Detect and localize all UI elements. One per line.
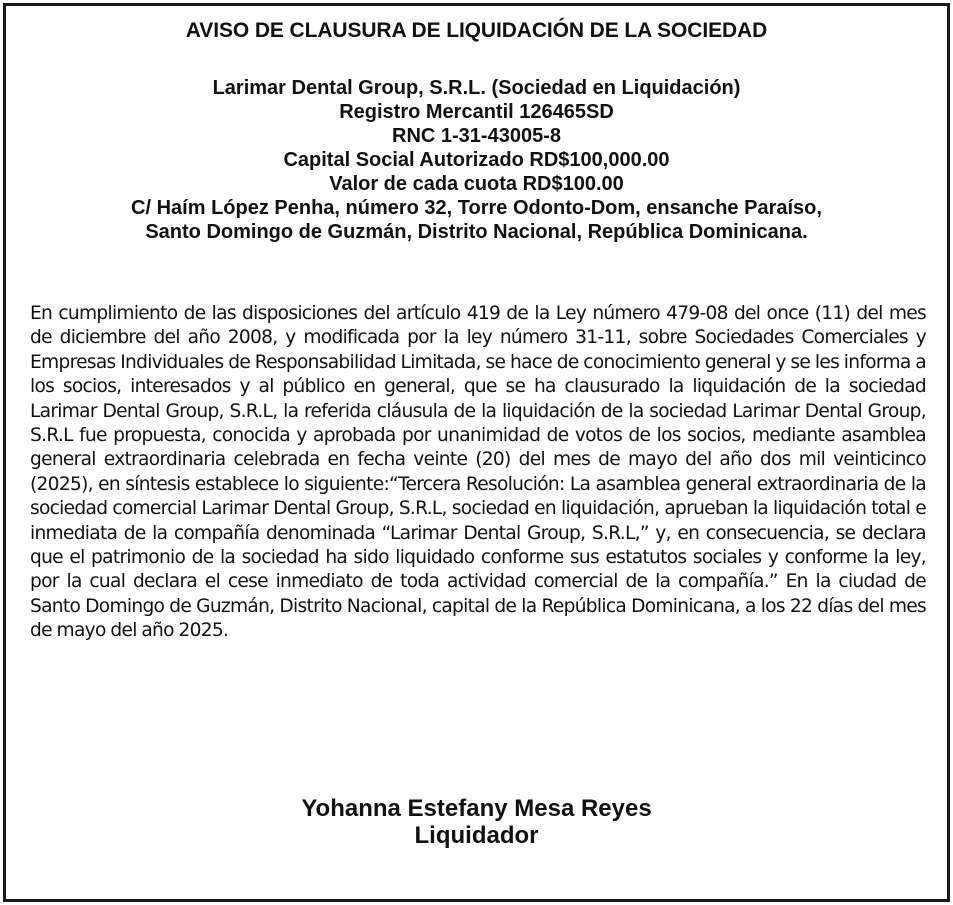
signatory-name: Yohanna Estefany Mesa Reyes [301, 795, 652, 822]
company-address-line-2: Santo Domingo de Guzmán, Distrito Nacional, República Dominicana. [145, 221, 808, 243]
legal-notice-frame [3, 3, 950, 902]
signature-block [6, 795, 947, 849]
company-address-line-1: C/ Haím López Penha, número 32, Torre Odonto-Dom, ensanche Paraíso, [131, 197, 822, 219]
company-name: Larimar Dental Group, S.R.L. (Sociedad en Liquidación) [212, 77, 741, 99]
company-capital: Capital Social Autorizado RD$100,000.00 [283, 149, 670, 171]
company-info [6, 76, 947, 244]
signatory-role: Liquidador [414, 822, 539, 849]
notice-body: En cumplimiento de las disposiciones del artículo 419 de la Ley número 479-08 del once (11) del mes de diciembre del año 2008, y modificada por la ley número 31-11, sobre Sociedades Comerciales y Empresas Individuales de Responsabilidad Limitada, se hace de conocimiento general y se les informa a los socios, interesados y al público en general, que se ha clausurado la liquidación de la sociedad Larimar Dental Group, S.R.L, la referida cláusula de la liquidación de la sociedad Larimar Dental Group, S.R.L fue propuesta, conocida y aprobada por unanimidad de votos de los socios, mediante asamblea general extraordinaria celebrada en fecha veinte (20) del mes de mayo del año dos mil veinticinco (2025), en síntesis establece lo siguiente:“Tercera Resolución: La asamblea general extraordinaria de la sociedad comercial Larimar Dental Group, S.R.L, sociedad en liquidación, aprueban la liquidación total e inmediata de la compañía denominada “Larimar Dental Group, S.R.L,” y, en consecuencia, se declara que el patrimonio de la sociedad ha sido liquidado conforme sus estatutos sociales y conforme la ley, por la cual declara el cese inmediato de toda actividad comercial de la compañía.” En la ciudad de Santo Domingo de Guzmán, Distrito Nacional, capital de la República Dominicana, a los 22 días del mes de mayo del año 2025. [30, 303, 926, 642]
notice-title: AVISO DE CLAUSURA DE LIQUIDACIÓN DE LA SOCIEDAD [185, 19, 768, 42]
company-share-value: Valor de cada cuota RD$100.00 [329, 173, 624, 195]
company-rnc: RNC 1-31-43005-8 [392, 125, 561, 147]
company-registry: Registro Mercantil 126465SD [339, 101, 614, 123]
